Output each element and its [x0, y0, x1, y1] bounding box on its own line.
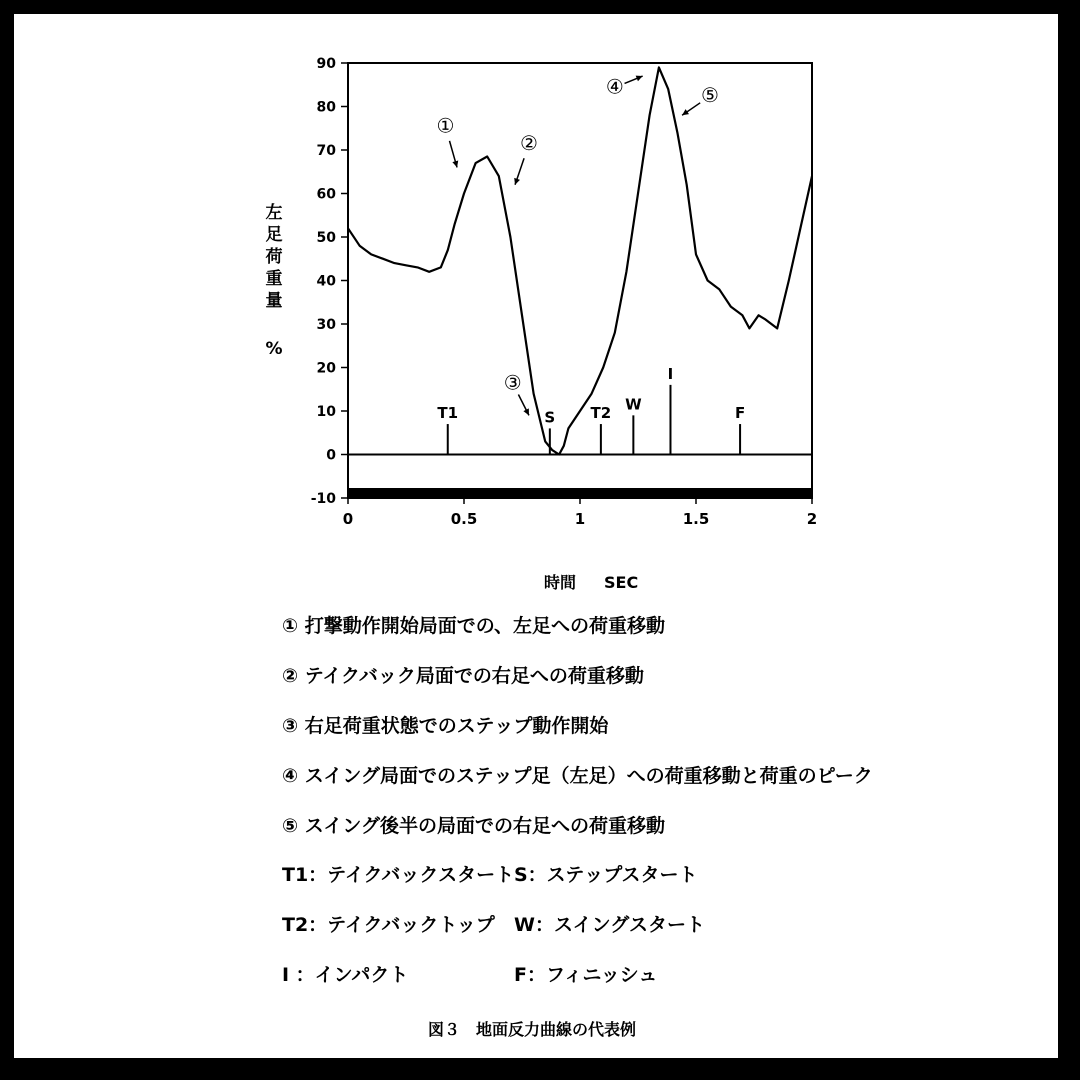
y-tick-label: 0: [326, 447, 336, 464]
annotation-arrowhead: [682, 109, 689, 115]
y-axis-label-char: 重: [265, 269, 283, 289]
key-w: W：スイングスタート: [514, 914, 706, 936]
x-tick-label: 2: [806, 510, 818, 528]
event-marker-label: T1: [437, 404, 459, 423]
chart: [14, 14, 1058, 574]
legend-item: ② テイクバック局面での右足への荷重移動: [282, 665, 644, 687]
key-i: I ：インパクト: [282, 964, 409, 986]
plot-frame: [348, 63, 812, 498]
y-tick-label: 80: [316, 99, 336, 116]
annotation-label: ③: [503, 370, 522, 395]
y-axis-label-char: 荷: [265, 247, 283, 267]
y-tick-label: 90: [316, 56, 336, 72]
series-line: [348, 67, 812, 454]
key-s: S：ステップスタート: [514, 864, 698, 886]
y-tick-label: 20: [316, 360, 336, 377]
y-axis-unit: %: [265, 339, 283, 359]
event-marker-label: F: [734, 404, 746, 423]
event-marker-label: S: [544, 408, 556, 427]
x-axis-label: [544, 570, 638, 593]
figure-frame: [14, 14, 1058, 1058]
y-axis-label-char: 量: [265, 291, 283, 311]
figure-caption: 図３ 地面反力曲線の代表例: [428, 1020, 637, 1039]
x-tick-label: 1.5: [682, 510, 710, 528]
x-tick-label: 1: [574, 510, 586, 528]
y-tick-label: 30: [316, 317, 336, 333]
annotation-label: ①: [436, 113, 455, 138]
x-axis-label-text: 時間: [544, 573, 577, 592]
legend-item: ③ 右足荷重状態でのステップ動作開始: [282, 715, 609, 737]
annotation-arrowhead: [514, 178, 520, 185]
legend-item: ④ スイング局面でのステップ足（左足）への荷重移動と荷重のピーク: [282, 765, 873, 787]
key-f: F：フィニッシュ: [514, 964, 658, 986]
y-tick-label: -10: [310, 491, 336, 507]
y-tick-label: 50: [316, 230, 336, 246]
key-t2: T2：テイクバックトップ: [282, 914, 495, 936]
y-tick-label: 70: [316, 143, 336, 159]
x-tick-label: 0.5: [450, 510, 478, 528]
y-axis-label: [262, 202, 286, 360]
y-tick-label: 60: [316, 186, 336, 203]
key-t1: T1：テイクバックスタート: [282, 864, 515, 886]
y-tick-label: 10: [316, 404, 336, 420]
x-axis-unit: SEC: [604, 573, 639, 592]
event-marker-label: W: [625, 395, 642, 414]
event-marker-label: I: [667, 364, 674, 383]
event-marker-label: T2: [590, 404, 612, 423]
y-tick-label: 40: [316, 273, 336, 290]
annotation-label: ⑤: [700, 83, 719, 108]
y-axis-label-char: 足: [265, 225, 283, 245]
annotation-label: ④: [605, 74, 624, 99]
legend-item: ① 打撃動作開始局面での、左足への荷重移動: [282, 615, 665, 637]
bottom-band: [348, 488, 812, 498]
y-axis-label-char: 左: [265, 203, 283, 223]
annotation-label: ②: [519, 131, 538, 155]
x-tick-label: 0: [342, 510, 354, 528]
legend-item: ⑤ スイング後半の局面での右足への荷重移動: [282, 815, 665, 837]
